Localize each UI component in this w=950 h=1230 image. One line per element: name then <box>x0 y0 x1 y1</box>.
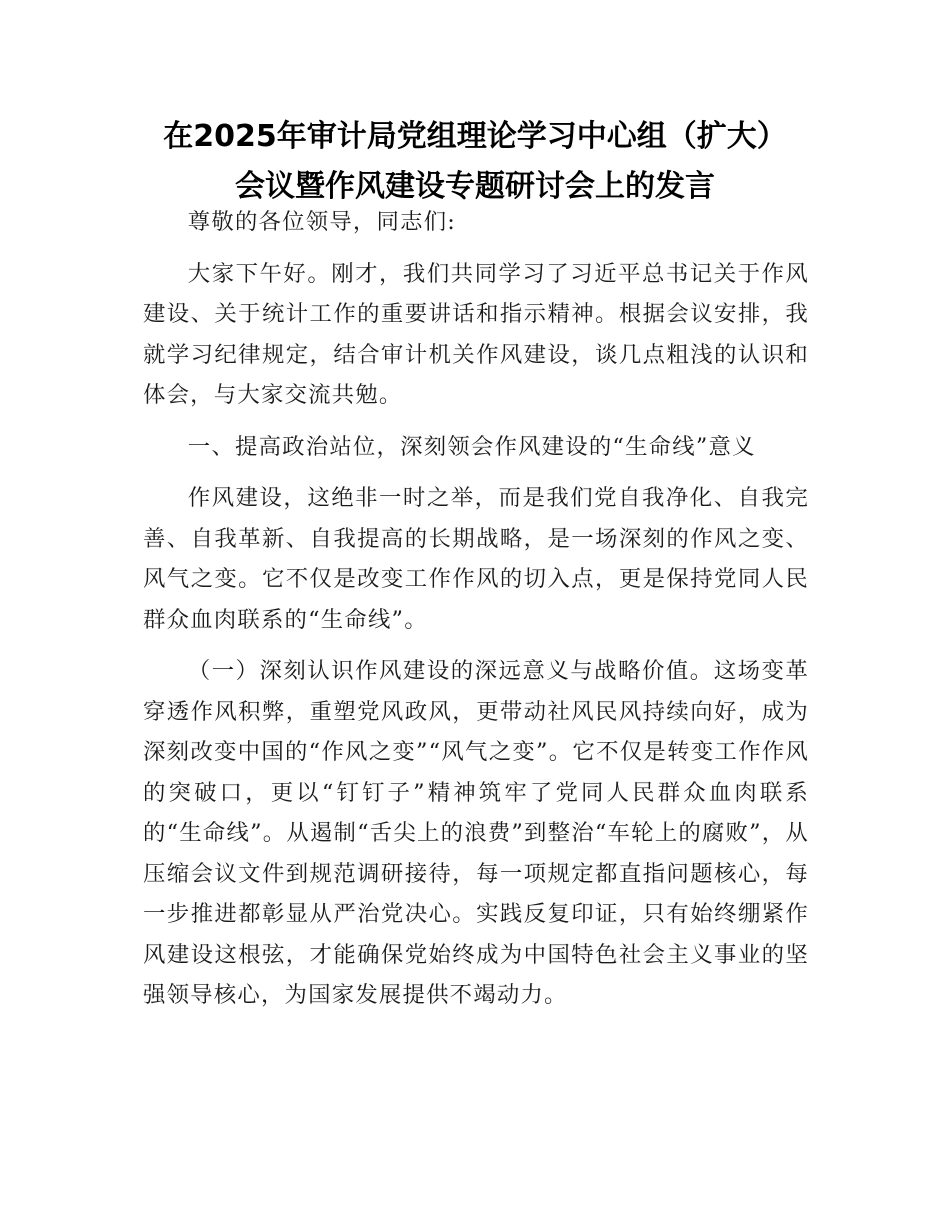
paragraph-subsection-1: （一）深刻认识作风建设的深远意义与战略价值。这场变革穿透作风积弊，重塑党风政风，更带动社风民风持续向好，成为深刻改变中国的“作风之变”“风气之变”。它不仅是转变工作作风的突破口，更以“钉钉子”精神筑牢了党同人民群众血肉联系的“生命线”。从遏制“舌尖上的浪费”到整治“车轮上的腐败”，从压缩会议文件到规范调研接待，每一项规定都直指问题核心，每一步推进都彰显从严治党决心。实践反复印证，只有始终绷紧作风建设这根弦，才能确保党始终成为中国特色社会主义事业的坚强领导核心，为国家发展提供不竭动力。 <box>143 658 809 1008</box>
salutation: 尊敬的各位领导，同志们: <box>187 209 457 235</box>
document-body <box>143 202 809 1027</box>
document-title <box>130 112 820 212</box>
section-heading-1: 一、提高政治站位，深刻领会作风建设的“生命线”意义 <box>187 433 756 460</box>
title-line-2: 会议暨作风建设专题研讨会上的发言 <box>235 169 715 204</box>
title-line-1: 在2025年审计局党组理论学习中心组（扩大） <box>163 119 787 154</box>
paragraph-intro: 大家下午好。刚才，我们共同学习了习近平总书记关于作风建设、关于统计工作的重要讲话和指示精神。根据会议安排，我就学习纪律规定，结合审计机关作风建设，谈几点粗浅的认识和体会，与大家交流共勉。 <box>143 260 809 408</box>
paragraph-section-1: 作风建设，这绝非一时之举，而是我们党自我净化、自我完善、自我革新、自我提高的长期战略，是一场深刻的作风之变、风气之变。它不仅是改变工作作风的切入点，更是保持党同人民群众血肉联系的“生命线”。 <box>143 485 809 633</box>
